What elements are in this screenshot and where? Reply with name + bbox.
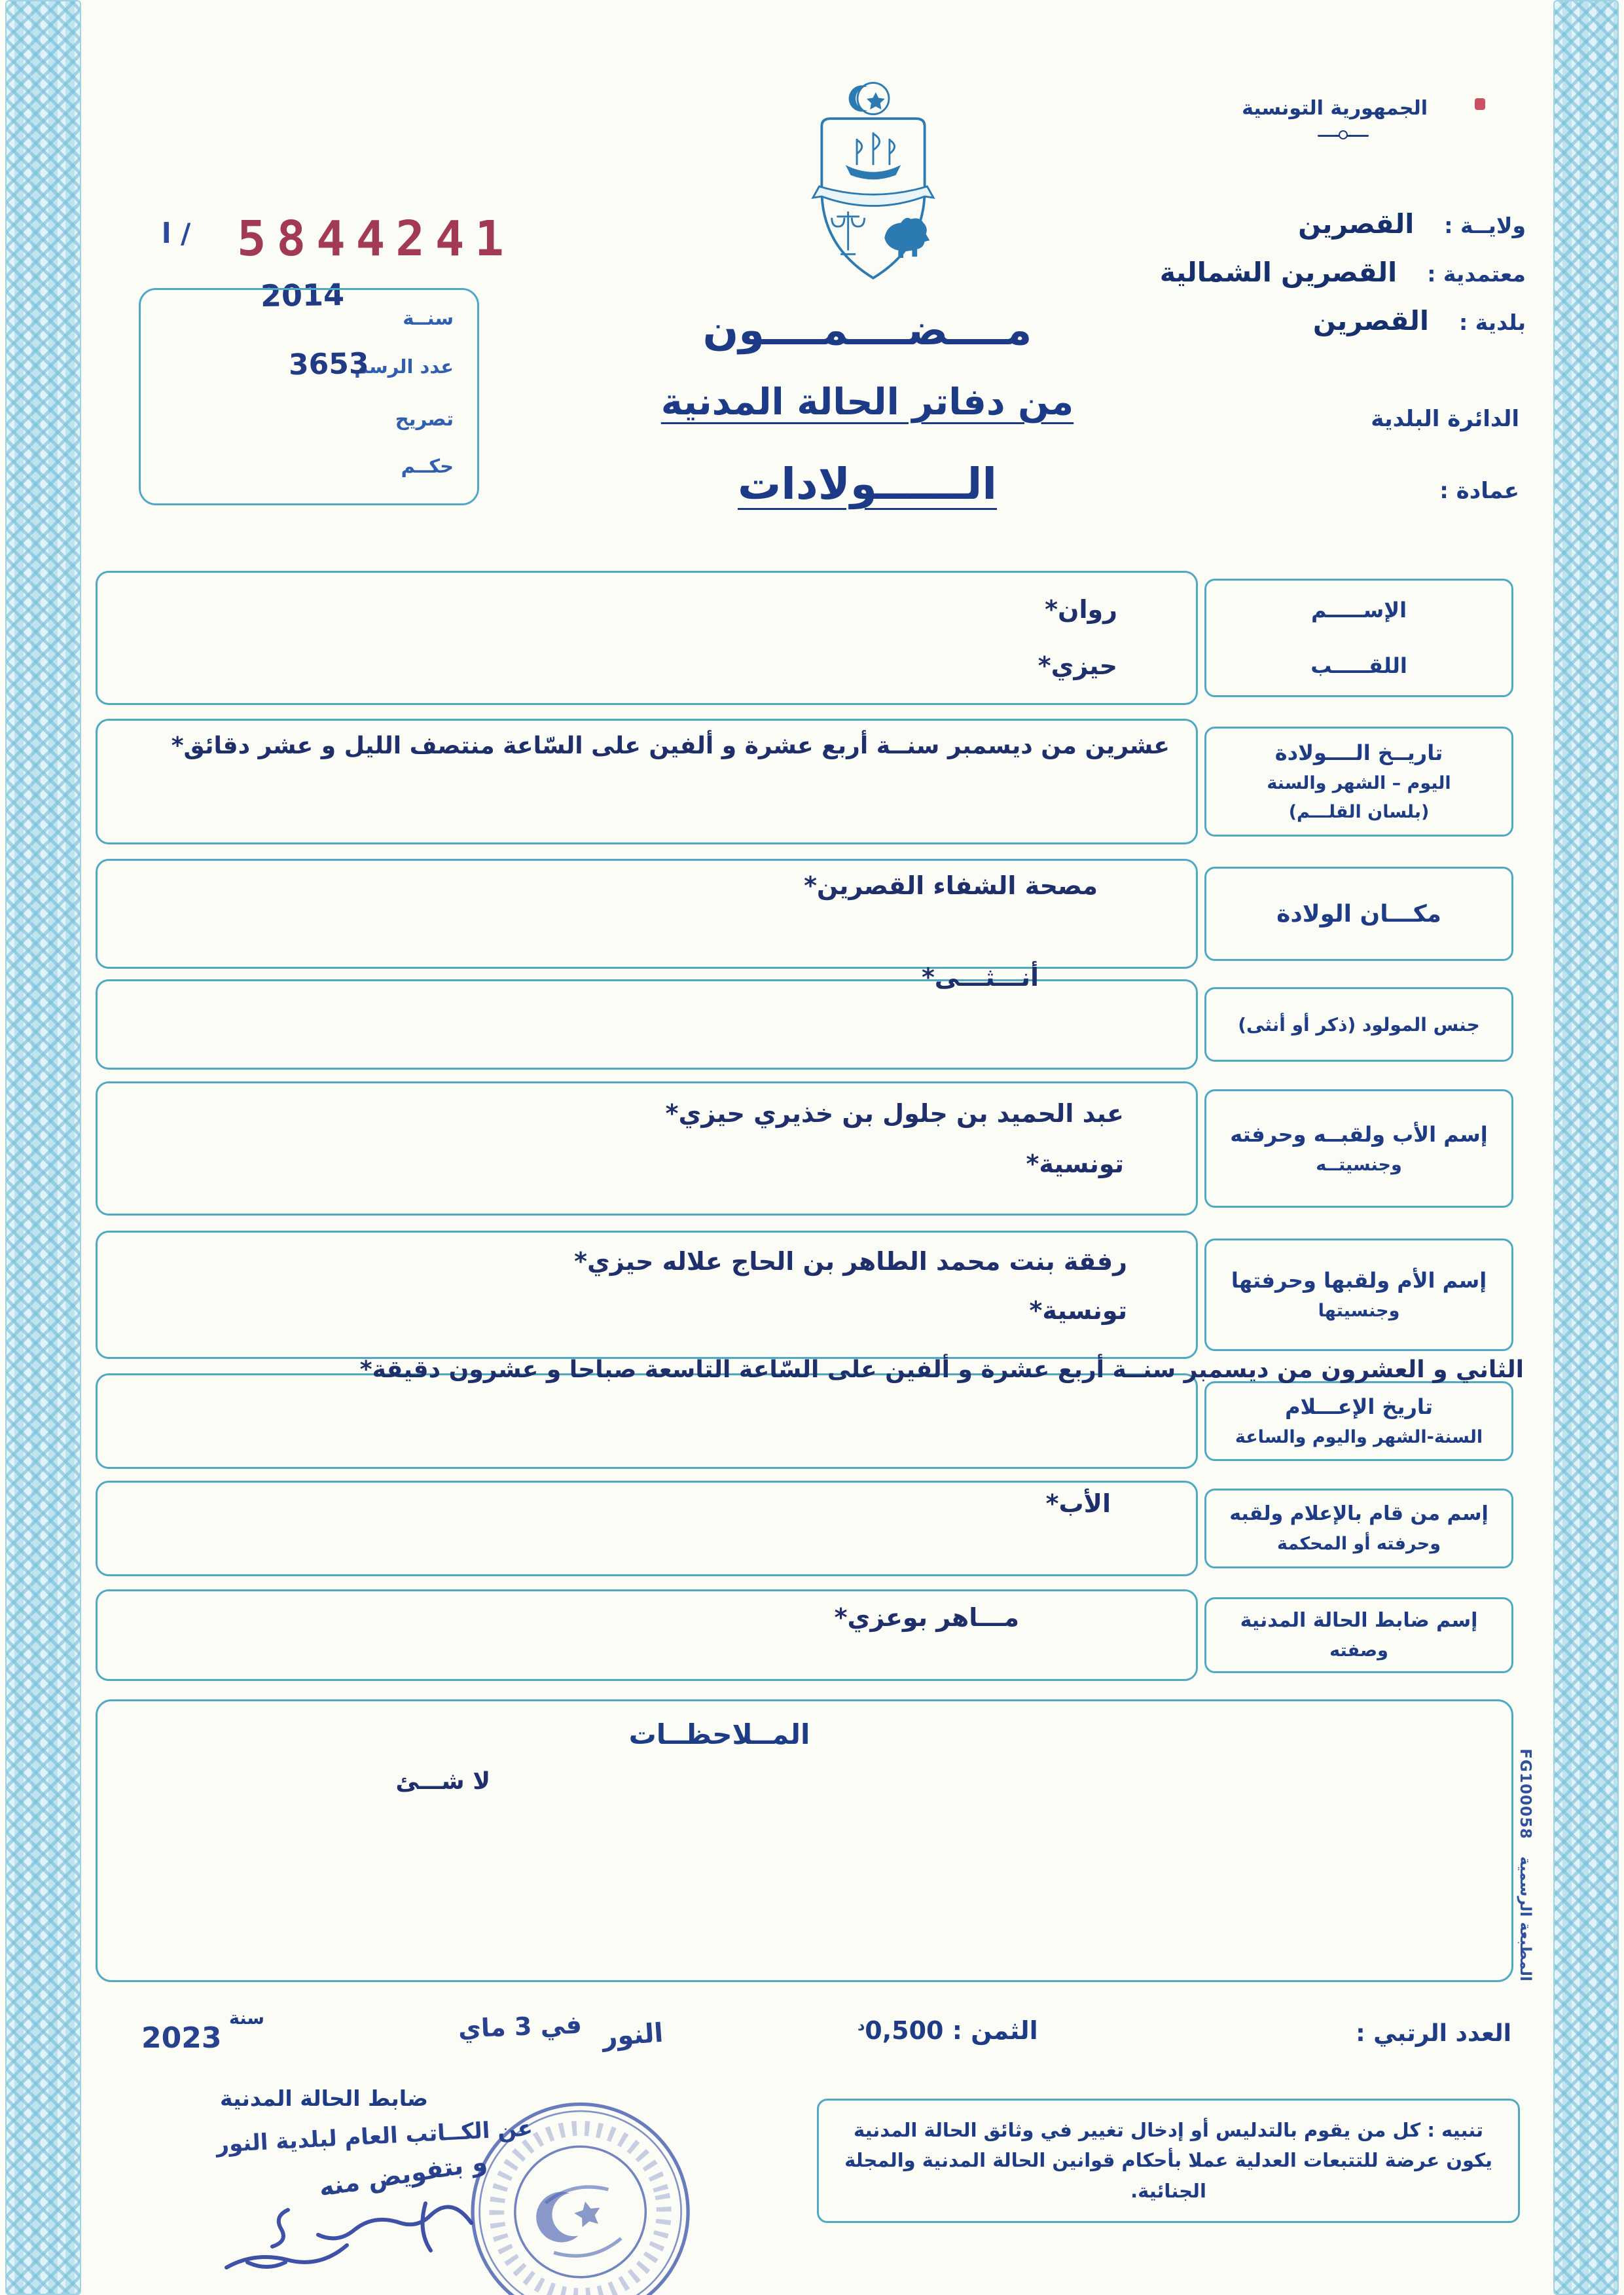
row-notifier [96,1481,1513,1576]
price-value: 0,500 [865,2016,944,2045]
sex-value: أنـــثـــى* [921,963,1039,992]
by-delegation-line: و بتفويض منه [317,2146,490,2203]
father-name-value: عبد الحميد بن جلول بن خذيري حيزي* [665,1099,1124,1128]
row-name-surname [96,571,1513,705]
price-unit: د [857,2017,865,2034]
serial-number: 5844241 [237,211,514,267]
row-birth-date [96,719,1513,844]
sex-label-box [1204,987,1513,1062]
handwritten-issue-year: 2023 [141,2021,222,2055]
price-line [857,2016,1038,2045]
row-mother [96,1231,1513,1359]
birth-date-label-box [1204,727,1513,837]
officer-value-box [96,1589,1198,1681]
municipality-value: القصرين [1312,305,1429,336]
notification-date-label-box [1204,1381,1513,1461]
omda-label: عمادة : [1439,478,1519,504]
notes-title: المــلاحظــات [628,1718,810,1750]
title-extract: مــــضــــمــــون [702,306,1032,355]
father-label: إسم الأب ولقبــه وحرفته [1230,1121,1488,1147]
mother-sublabel: وجنسيتها [1318,1301,1400,1322]
notifier-value: الأب* [1045,1489,1111,1518]
ordinal-number-label: العدد الرتبي : [1356,2020,1511,2047]
mother-nationality-value: تونسية* [1029,1296,1127,1326]
birth-date-label: تاريــخ الــــولادة [1274,740,1443,766]
delegation-line [1094,257,1526,288]
surname-value: حيزي* [1038,651,1117,680]
name-label: الإســـــم [1310,598,1407,623]
officer-signature [208,2185,490,2279]
printer-code: FG100058 [1517,1748,1534,1839]
notifier-sublabel: وحرفته أو المحكمة [1276,1533,1441,1554]
birth-place-value: مصحة الشفاء القصرين* [804,871,1098,900]
document-title-block [563,306,1172,509]
notification-date-value: الثاني و العشرون من ديسمبر سنــة أربع عشرة و ألفين على السّاعة التاسعة صباحا و عشرون دقيقة* [359,1356,1524,1383]
mother-label-box [1204,1238,1513,1351]
serial-prefix: ا / [162,217,191,249]
notification-date-sublabel: السنة-الشهر واليوم والساعة [1235,1427,1483,1448]
registration-box [139,288,479,505]
father-label-box [1204,1089,1513,1208]
father-sublabel: وجنسيتــه [1316,1154,1402,1175]
printer-mark [1517,1722,1534,2008]
name-label-box [1204,579,1513,697]
municipality-label: بلدية : [1458,310,1526,335]
handwritten-act-number: 3653 [288,346,369,382]
year-label: سنــة [403,307,454,329]
title-births: الــــــولادات [737,459,998,509]
on-behalf-line: عن الكــاتب العام لبلدية النور [215,2115,533,2158]
mother-label: إسم الأم ولقبها وحرفتها [1231,1268,1487,1293]
row-birth-place [96,859,1513,969]
officer-label-box [1204,1597,1513,1673]
father-value-box [96,1081,1198,1216]
judgment-label: حكــم [401,455,454,477]
name-value-box [96,571,1198,705]
tunisia-coat-of-arms-icon [804,76,943,292]
officer-sublabel: وصفته [1329,1640,1388,1661]
district-label: الدائرة البلدية [1371,406,1519,432]
officer-title: ضابط الحالة المدنية [219,2086,429,2111]
birth-date-sublabel: اليوم – الشهر والسنة [1267,773,1451,794]
wilaya-value: القصرين [1298,208,1415,240]
row-notification-date [96,1356,1524,1469]
notes-value: لا شـــئ [395,1768,490,1795]
delegation-value: القصرين الشمالية [1159,257,1398,288]
officer-value: مـــاهر بوعزي* [834,1603,1019,1632]
notifier-label-box [1204,1489,1513,1568]
sex-value-box [96,963,1198,1070]
republic-title: الجمهورية التونسية [1242,97,1428,120]
mother-value-box [96,1231,1198,1359]
surname-label: اللقـــــب [1310,653,1407,678]
birth-place-label-box [1204,867,1513,961]
act-number-label: عدد الرسم [354,355,454,378]
sex-label: جنس المولود (ذكر أو أنثى) [1238,1013,1480,1036]
republic-underline-ornament [1318,135,1369,137]
price-label: الثمن : [952,2016,1038,2045]
declaration-label: تصريح [395,408,454,430]
year-word-label: سنة [229,2008,264,2029]
father-nationality-value: تونسية* [1026,1149,1124,1179]
birth-date-value: عشرين من ديسمبر سنــة أربع عشرة و ألفين على السّاعة منتصف الليل و عشر دقائق* [171,732,1170,759]
birth-date-value-box [96,719,1198,844]
guilloche-border-right [1553,0,1619,2295]
birth-date-sublabel2: (بلسان القلـــم) [1288,802,1430,822]
notifier-label: إسم من قام بالإعلام ولقبه [1229,1502,1489,1526]
red-registrar-mark [1475,98,1485,110]
printer-name: المطبعة الرسمية [1517,1856,1534,1981]
notifier-value-box [96,1481,1198,1576]
mother-name-value: رفقة بنت محمد الطاهر بن الحاج علاله حيزي* [574,1247,1127,1276]
row-officer [96,1589,1513,1681]
title-registers: من دفاتر الحالة المدنية [660,381,1074,424]
handwritten-date: في 3 ماي [458,2010,583,2044]
notification-date-label: تاريخ الإعـــلام [1285,1394,1433,1420]
delegation-label: معتمدية : [1427,261,1526,287]
handwritten-place: النور [601,2017,664,2053]
legal-warning-box: تنبيه : كل من يقوم بالتدليس أو إدخال تغيير في وثائق الحالة المدنية يكون عرضة للتتبعات العدلية عملا بأحكام قوانين الحالة المدنية والمجلة الجنائية. [817,2099,1520,2223]
row-sex [96,963,1513,1070]
wilaya-line [1094,208,1526,240]
notes-box [96,1699,1513,1982]
wilaya-label: ولايــة : [1444,213,1526,238]
handwritten-year-value: 2014 [260,276,345,314]
notification-date-value-box [96,1373,1198,1469]
officer-label: إسم ضابط الحالة المدنية [1240,1609,1478,1633]
given-name-value: روان* [1045,595,1117,624]
row-father [96,1081,1513,1216]
birth-place-label: مكـــان الولادة [1276,900,1441,928]
guilloche-border-left [5,0,81,2295]
birth-place-value-box [96,859,1198,969]
